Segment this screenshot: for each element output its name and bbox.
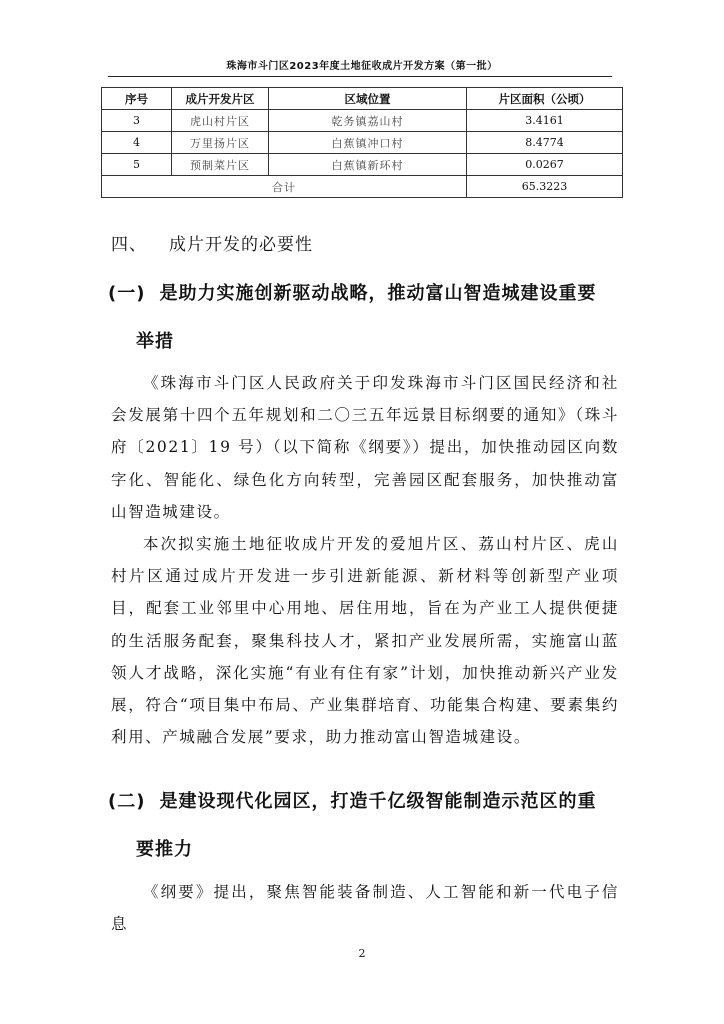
paragraph: 本次拟实施土地征收成片开发的爱旭片区、荔山村片区、虎山村片区通过成片开发进一步引进新能源、新材料等创新型产业项目，配套工业邻里中心用地、居住用地，旨在为产业工人提供便捷的生活服务配套，聚集科技人才，紧扣产业发展所需，实施富山蓝领人才战略，深化实施“有业有住有家”计划，加快推动新兴产业发展，符合“项目集中布局、产业集群培育、功能集合构建、要素集约利用、产城融合发展”要求，助力推动富山智造城建设。	[111, 535, 619, 747]
cell-area-name: 万里扬片区	[172, 132, 269, 154]
column-header-area-name: 成片开发片区	[172, 88, 269, 110]
cell-area-size: 3.4161	[467, 110, 623, 132]
land-area-table	[101, 87, 623, 198]
table-header-row	[102, 88, 623, 110]
subsection-title-line2: 举措	[136, 331, 174, 352]
page-number: 2	[358, 947, 366, 960]
column-header-location: 区域位置	[269, 88, 467, 110]
subsection-title-line1: 是建设现代化园区，打造千亿级智能制造示范区的重	[159, 791, 597, 812]
header-divider	[108, 76, 612, 77]
column-header-area-size: 片区面积（公顷）	[467, 88, 623, 110]
page-header-title: 珠海市斗门区2023年度土地征收成片开发方案（第一批）	[226, 61, 498, 72]
table-row	[102, 154, 623, 176]
table-row	[102, 132, 623, 154]
cell-number: 3	[102, 110, 172, 132]
table-row	[102, 110, 623, 132]
subsection-marker: (二)	[108, 791, 146, 812]
cell-location: 乾务镇荔山村	[269, 110, 467, 132]
subsection-title-line1: 是助力实施创新驱动战略，推动富山智造城建设重要	[159, 283, 597, 304]
subsection-title-line2: 要推力	[136, 839, 193, 860]
section-number: 四、	[111, 235, 147, 255]
paragraph: 《纲要》提出，聚焦智能装备制造、人工智能和新一代电子信息	[111, 883, 619, 934]
total-area: 65.3223	[467, 176, 623, 198]
cell-area-name: 虎山村片区	[172, 110, 269, 132]
subsection-heading-1	[108, 270, 624, 366]
body-paragraphs-2	[111, 876, 619, 940]
cell-number: 4	[102, 132, 172, 154]
column-header-number: 序号	[102, 88, 172, 110]
cell-area-size: 8.4774	[467, 132, 623, 154]
cell-area-name: 预制菜片区	[172, 154, 269, 176]
body-paragraphs-1	[111, 367, 619, 753]
cell-location: 白蕉镇冲口村	[269, 132, 467, 154]
cell-number: 5	[102, 154, 172, 176]
section-title: 成片开发的必要性	[169, 235, 313, 255]
cell-area-size: 0.0267	[467, 154, 623, 176]
total-label: 合计	[102, 176, 467, 198]
section-heading	[111, 230, 313, 255]
subsection-marker: (一)	[108, 283, 146, 304]
cell-location: 白蕉镇新环村	[269, 154, 467, 176]
subsection-heading-2	[108, 778, 624, 874]
table-total-row	[102, 176, 623, 198]
paragraph: 《珠海市斗门区人民政府关于印发珠海市斗门区国民经济和社会发展第十四个五年规划和二〇三五年远景目标纲要的通知》（珠斗府〔2021〕19 号）（以下简称《纲要》）提出，加快推动园区向数字化、智能化、绿色化方向转型，完善园区配套服务，加快推动富山智造城建设。	[111, 374, 619, 521]
